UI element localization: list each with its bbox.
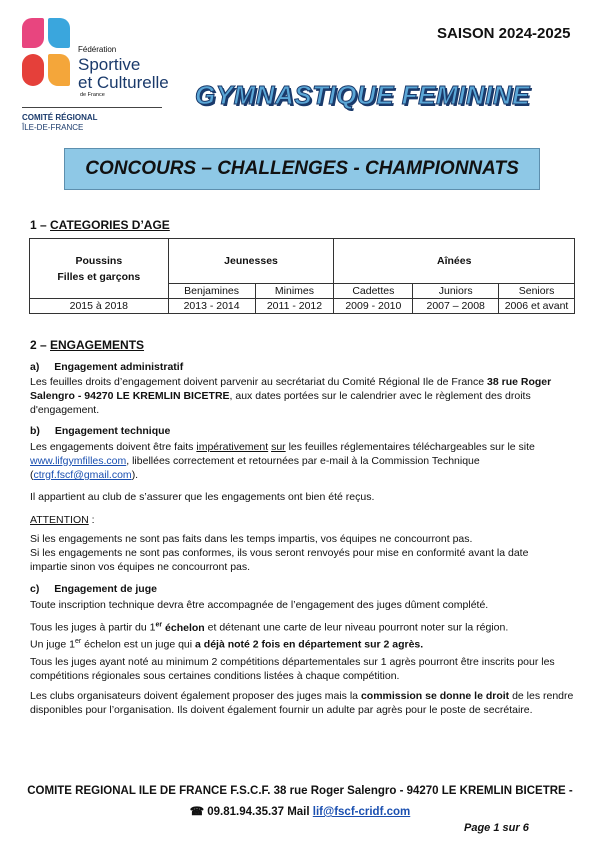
subcol-seniors: Seniors — [499, 284, 575, 299]
banner-text: CONCOURS – CHALLENGES - CHAMPIONNATS — [85, 158, 519, 179]
footer-phone: 09.81.94.35.37 Mail — [204, 806, 313, 818]
subsection-b-text — [30, 440, 550, 482]
subcol-cadettes: Cadettes — [334, 284, 413, 299]
c-t5b: commission se donne le droit — [360, 690, 510, 702]
subsection-a-label: a) — [30, 361, 40, 373]
logo-region2: ÎLE-DE-FRANCE — [22, 123, 84, 132]
judge-text1: Toute inscription technique devra être accompagnée de l’engagement des juges dûment complété. — [30, 599, 489, 611]
c-t5c: de les rendre disponibles pour l’organisation. Ils doivent également fournir un adulte par agrès pour le poste de secrétaire. — [30, 690, 574, 716]
logo-red-block — [22, 54, 44, 86]
subsection-c-heading — [30, 583, 157, 595]
page-number: Page 1 sur 6 — [464, 822, 529, 834]
banner — [64, 148, 540, 190]
poussins-label: Poussins — [75, 254, 123, 267]
logo-region1: COMITÉ RÉGIONAL — [22, 113, 98, 122]
years-minimes: 2011 - 2012 — [255, 299, 334, 314]
phone-icon: ☎ — [189, 806, 205, 818]
footer-email-link[interactable]: lif@fscf-cridf.com — [312, 806, 411, 818]
age-categories-table — [29, 238, 575, 314]
a-address: 38 rue Roger Salengro - 94270 LE KREMLIN BICETRE — [30, 376, 552, 402]
ainees-header: Aînées — [334, 239, 575, 284]
b-underlined-1: impérativement — [196, 441, 269, 453]
c-t3c: a déjà noté 2 fois en département sur 2 agrès. — [195, 638, 424, 650]
commission-email-link[interactable]: ctrgf.fscf@gmail.com — [33, 469, 132, 481]
poussins-header — [30, 239, 169, 299]
judge-text2 — [30, 618, 575, 651]
subsection-c-title: Engagement de juge — [54, 583, 157, 595]
subsection-c-label: c) — [30, 583, 40, 595]
section2-heading — [30, 338, 144, 352]
c-t2sup: er — [155, 621, 163, 628]
section1-number: 1 – — [30, 218, 51, 232]
attention-colon: : — [88, 514, 95, 526]
section2-title: ENGAGEMENTS — [50, 338, 145, 352]
subcol-benjamines: Benjamines — [168, 284, 255, 299]
years-juniors: 2007 – 2008 — [413, 299, 499, 314]
attention-word: ATTENTION — [30, 514, 89, 526]
logo-blue-block — [48, 18, 70, 48]
subcol-minimes: Minimes — [255, 284, 334, 299]
c-t3b: échelon est un juge qui — [81, 638, 196, 650]
b-text5: ). — [131, 469, 139, 481]
logo-orange-block — [48, 54, 70, 86]
a-text1: Les feuilles droits d’engagement doivent parvenir au secrétariat du Comité Régional Ile de France — [30, 376, 488, 388]
jeunesses-header: Jeunesses — [168, 239, 334, 284]
subsection-b-heading — [30, 425, 170, 437]
b-text1: Les engagements doivent être faits — [30, 441, 197, 453]
judge-text5 — [30, 689, 575, 717]
years-seniors: 2006 et avant — [499, 299, 575, 314]
b-text3: les feuilles réglementaires téléchargeables sur le site — [285, 441, 535, 453]
attention-line1: Si les engagements ne sont pas faits dans les temps impartis, vos équipes ne concourront pas. — [30, 533, 473, 545]
logo-line3: et Culturelle — [78, 73, 169, 92]
footer-address: COMITE REGIONAL ILE DE FRANCE F.S.C.F. 38 rue Roger Salengro - 94270 LE KREMLIN BICETRE - — [27, 785, 573, 797]
club-check-text: Il appartient au club de s’assurer que les engagements ont bien été reçus. — [30, 491, 375, 503]
subcol-juniors: Juniors — [413, 284, 499, 299]
c-t2a: Tous les juges à partir du 1 — [30, 621, 156, 634]
logo-line4: de France — [80, 92, 105, 98]
attention-label — [30, 513, 95, 527]
c-t5a: Les clubs organisateurs doivent également proposer des juges mais la — [30, 690, 361, 702]
subsection-a-heading — [30, 361, 183, 373]
subsection-a-text — [30, 375, 575, 417]
years-benjamines: 2013 - 2014 — [168, 299, 255, 314]
fscf-logo — [22, 18, 172, 138]
section2-number: 2 – — [30, 338, 51, 352]
logo-pink-block — [22, 18, 44, 48]
logo-divider — [22, 107, 162, 108]
c-t2c: et détenant une carte de leur niveau pourront noter sur la région. — [204, 621, 509, 634]
b-underlined-2: sur — [271, 441, 286, 453]
subsection-b-title: Engagement technique — [54, 425, 171, 437]
b-text4: , libellées correctement et retournées par e-mail à la Commission Technique ( — [30, 455, 480, 481]
poussins-sub-label: Filles et garçons — [57, 270, 141, 283]
a-text2: , aux dates portées sur le calendrier avec le règlement des droits d'engagement. — [30, 390, 531, 416]
c-t2b: échelon — [162, 621, 205, 634]
c-t3sup: er — [74, 637, 82, 645]
judge-text4: Tous les juges ayant noté au minimum 2 compétitions départementales sur 1 agrès pourront être inscrits pour les compétitions régionales sous certaines conditions listées à chaque compétition. — [30, 656, 555, 682]
subsection-b-label: b) — [30, 425, 40, 437]
subsection-a-title: Engagement administratif — [54, 361, 184, 373]
main-title: GYMNASTIQUE FEMININE — [195, 80, 531, 110]
attention-line2: Si les engagements ne sont pas conformes, ils vous seront renvoyés pour mise en conformité avant la date impartie sinon vos équipes ne concourront pas. — [30, 547, 529, 573]
website-link[interactable]: www.lifgymfilles.com — [30, 455, 127, 467]
section1-heading — [30, 218, 170, 232]
logo-line1: Fédération — [78, 45, 117, 54]
section1-title: CATEGORIES D’AGE — [50, 218, 170, 232]
season-label: SAISON 2024-2025 — [437, 25, 571, 42]
footer-contact — [0, 804, 600, 818]
logo-line2: Sportive — [78, 55, 141, 74]
c-t3a: Un juge 1 — [30, 638, 75, 650]
years-cadettes: 2009 - 2010 — [334, 299, 413, 314]
years-poussins: 2015 à 2018 — [30, 299, 169, 314]
